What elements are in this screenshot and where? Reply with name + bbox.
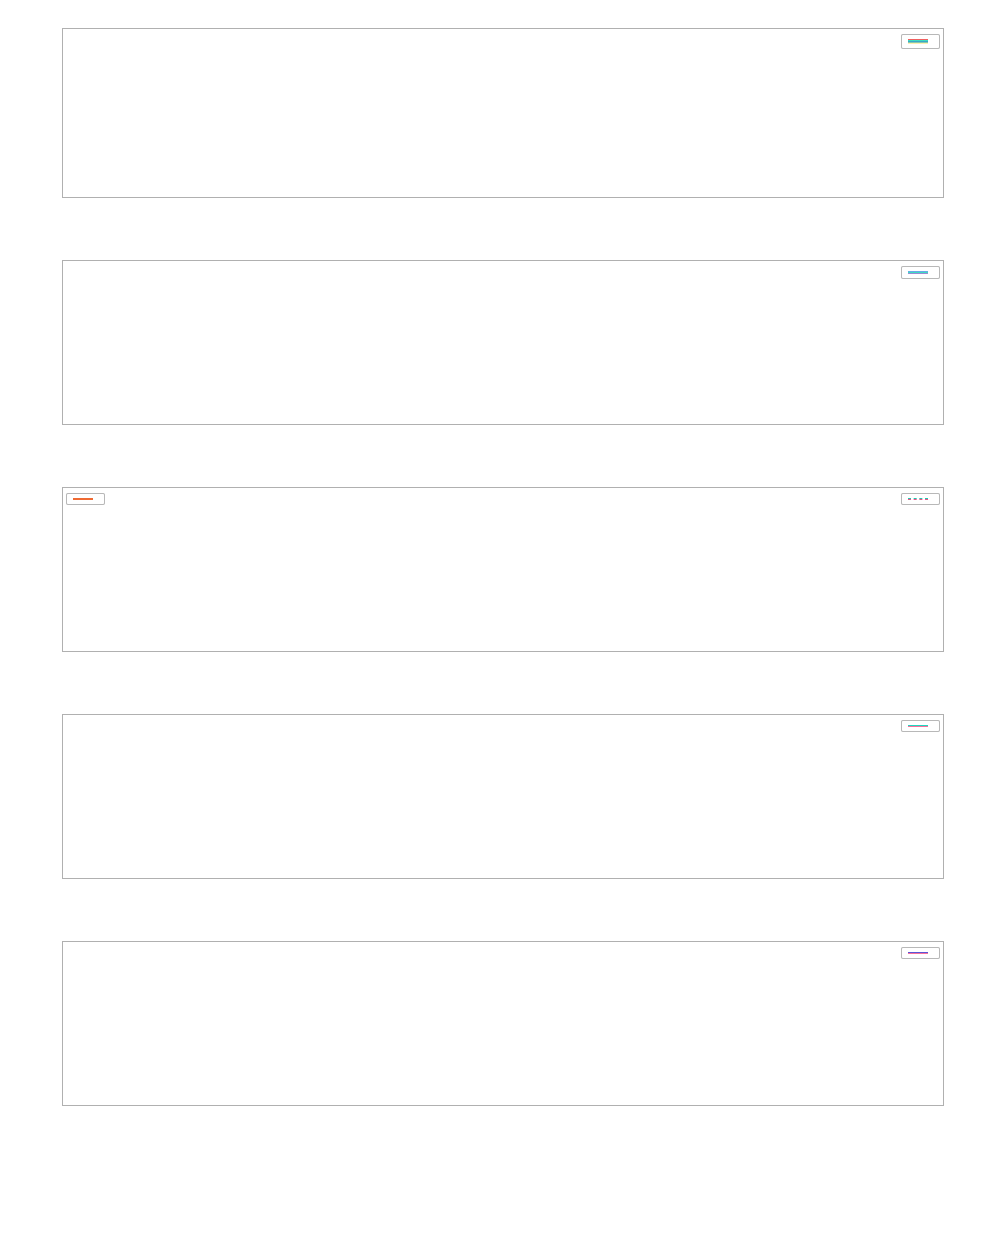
series-lines-system: [63, 942, 943, 1105]
legend-item: [908, 43, 933, 44]
plot-area-system: [62, 941, 944, 1106]
legend-swap-rate[interactable]: [901, 493, 940, 505]
legend-item: [73, 498, 98, 500]
legend-system[interactable]: [901, 947, 940, 959]
plot-area-io: [62, 714, 944, 879]
legend-io[interactable]: [901, 720, 940, 732]
series-lines-cpu: [63, 29, 943, 197]
legend-swap-used[interactable]: [66, 493, 105, 505]
panel-cpu: [0, 28, 1000, 198]
legend-cpu[interactable]: [901, 34, 940, 49]
legend-swatch-icon: [908, 953, 928, 954]
legend-swatch-icon: [908, 43, 928, 44]
legend-item: [908, 726, 933, 727]
axes-memory: [62, 260, 944, 425]
legend-memory[interactable]: [901, 266, 940, 279]
legend-swatch-icon: [73, 498, 93, 500]
axes-cpu: [62, 28, 944, 198]
legend-swatch-icon: [908, 499, 928, 500]
series-lines-swap: [63, 488, 943, 651]
legend-item: [908, 953, 933, 954]
legend-swatch-icon: [908, 726, 928, 727]
figure-suptitle: [0, 0, 1000, 10]
series-lines-memory: [63, 261, 943, 424]
panel-system: [0, 941, 1000, 1106]
plot-area-cpu: [62, 28, 944, 198]
axes-io: [62, 714, 944, 879]
legend-item: [908, 499, 933, 500]
plot-area-swap: [62, 487, 944, 652]
series-lines-io: [63, 715, 943, 878]
axes-system: [62, 941, 944, 1106]
panel-io: [0, 714, 1000, 879]
plot-area-memory: [62, 260, 944, 425]
axes-swap: [62, 487, 944, 652]
panel-memory: [0, 260, 1000, 425]
legend-item: [908, 273, 933, 274]
legend-swatch-icon: [908, 273, 928, 274]
panel-swap: [0, 487, 1000, 652]
